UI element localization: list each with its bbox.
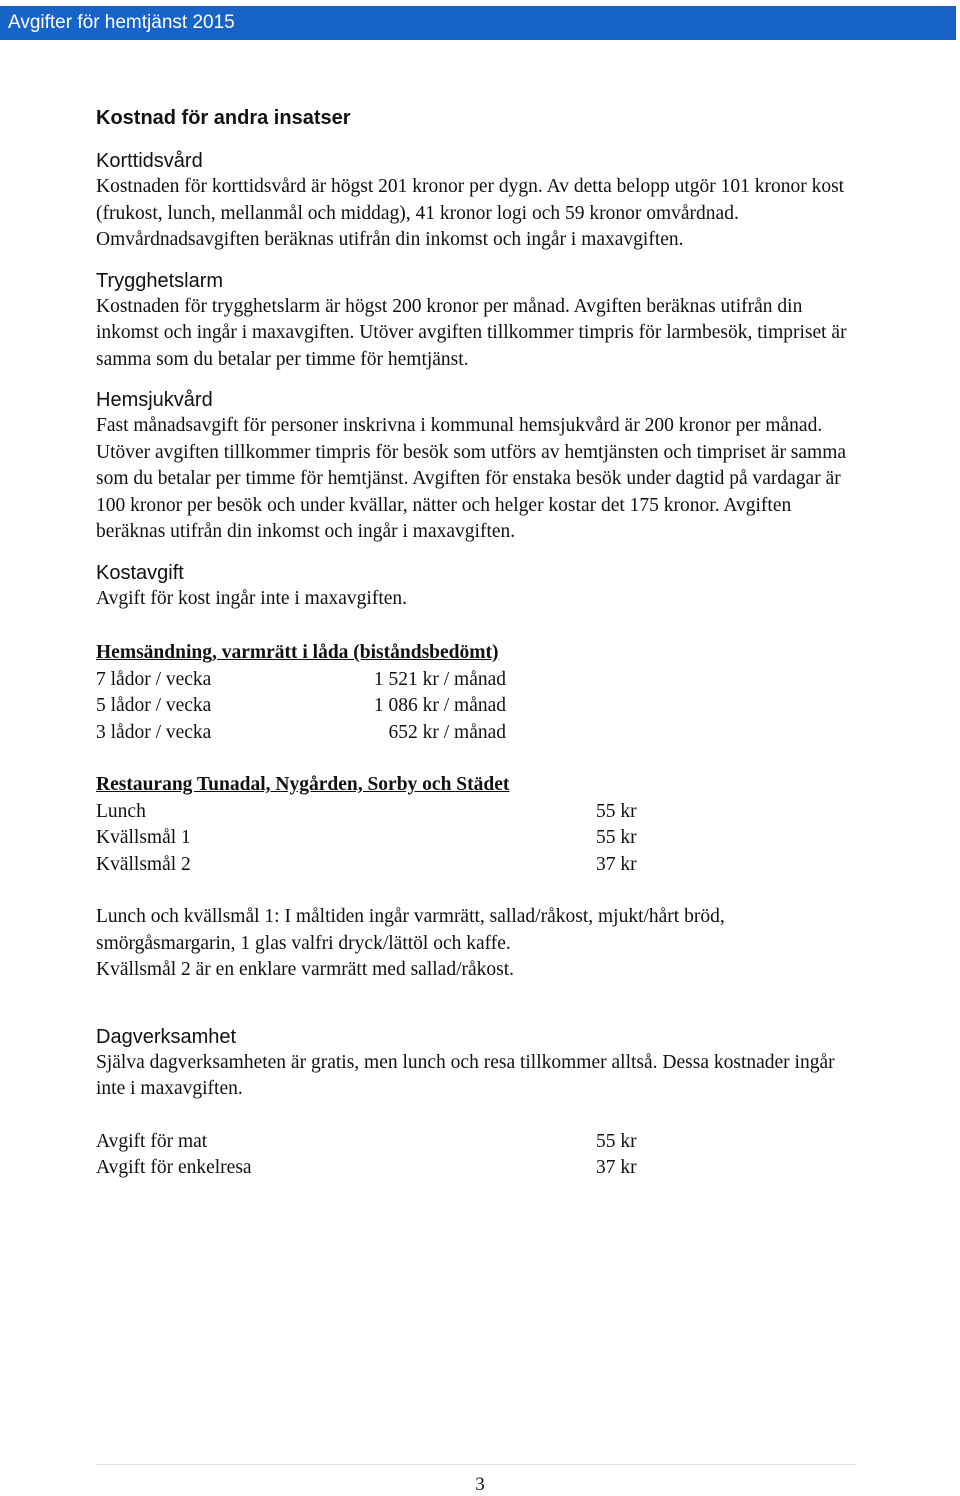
price-row — [96, 1155, 856, 1182]
section-title: Restaurang Tunadal, Nygården, Sorby och Städet — [96, 774, 510, 795]
restaurang-notes — [96, 904, 856, 984]
price-value: 1 521 kr / månad — [373, 668, 506, 690]
price-row — [96, 720, 856, 747]
section-title: Dagverksamhet — [96, 1025, 237, 1048]
page-content — [96, 104, 856, 1182]
price-row — [96, 667, 856, 694]
price-label: 3 lådor / vecka — [96, 721, 212, 743]
price-label: 7 lådor / vecka — [96, 668, 212, 690]
section-trygghetslarm — [96, 268, 856, 374]
section-korttidsvard — [96, 148, 856, 254]
price-value: 1 086 kr / månad — [373, 695, 506, 716]
section-hemsjukvard — [96, 387, 856, 546]
document-header-bar — [0, 6, 956, 40]
note-text: Kvällsmål 2 är en enklare varmrätt med sallad/råkost. — [96, 959, 515, 980]
price-row — [96, 825, 856, 852]
price-value: 55 kr — [596, 800, 637, 822]
price-value: 652 kr / månad — [388, 721, 506, 743]
footer-divider — [96, 1464, 856, 1465]
section-text: Själva dagverksamheten är gratis, men lunch och resa tillkommer alltså. Dessa kostnader ingår inte i maxavgiften. — [96, 1051, 835, 1099]
price-label: Kvällsmål 1 — [96, 827, 191, 848]
price-value: 37 kr — [596, 853, 637, 875]
price-row — [96, 799, 856, 826]
section-title: Hemsjukvård — [96, 389, 213, 411]
document-title: Avgifter för hemtjänst 2015 — [8, 12, 235, 33]
price-label: Lunch — [96, 800, 146, 822]
note-text: Lunch och kvällsmål 1: I måltiden ingår varmrätt, sallad/råkost, mjukt/hårt bröd, smörgåsmargarin, 1 glas valfri dryck/lättöl och kaffe. — [96, 906, 725, 954]
section-text: Fast månadsavgift för personer inskrivna i kommunal hemsjukvård är 200 kronor per månad. Utöver avgiften tillkommer timpris för besök som utförs av hemtjänsten och timpriset är samma som du betalar per timme för hemtjänst. Avgiften för enstaka besök under dagtid på vardagar är 100 kronor per besök och under kvällar, nätter och helger kostar det 175 kronor. Avgiften beräknas utifrån din inkomst och ingår i maxavgiften. — [96, 415, 847, 542]
section-kostavgift — [96, 560, 856, 613]
price-label: Avgift för enkelresa — [96, 1157, 252, 1178]
section-title: Hemsändning, varmrätt i låda (biståndsbedömt) — [96, 642, 499, 663]
section-text: Kostnaden för trygghetslarm är högst 200 kronor per månad. Avgiften beräknas utifrån din inkomst och ingår i maxavgiften. Utöver avgiften tillkommer timpris för larmbesök, timpriset är samma som du betalar per timme för hemtjänst. — [96, 295, 847, 370]
section-title: Korttidsvård — [96, 150, 203, 172]
price-value: 55 kr — [596, 827, 637, 848]
section-hemsandning — [96, 640, 856, 746]
price-label: Kvällsmål 2 — [96, 853, 191, 875]
price-row — [96, 693, 856, 720]
section-title: Trygghetslarm — [96, 269, 224, 292]
price-row — [96, 1129, 856, 1156]
price-label: Avgift för mat — [96, 1130, 208, 1152]
price-row — [96, 852, 856, 879]
main-heading: Kostnad för andra insatser — [96, 107, 351, 129]
section-title: Kostavgift — [96, 561, 184, 584]
price-value: 55 kr — [596, 1130, 637, 1152]
section-text: Kostnaden för korttidsvård är högst 201 kronor per dygn. Av detta belopp utgör 101 kronor kost (frukost, lunch, mellanmål och middag), 41 kronor logi och 59 kronor omvårdnad. Omvårdnadsavgiften beräknas utifrån din inkomst och ingår i maxavgiften. — [96, 176, 845, 250]
section-restaurang — [96, 772, 856, 878]
page-number: 3 — [475, 1474, 485, 1495]
dagverksamhet-prices — [96, 1129, 856, 1182]
price-label: 5 lådor / vecka — [96, 695, 212, 716]
section-dagverksamhet — [96, 1024, 856, 1103]
section-text: Avgift för kost ingår inte i maxavgiften. — [96, 587, 408, 609]
price-value: 37 kr — [596, 1157, 637, 1178]
